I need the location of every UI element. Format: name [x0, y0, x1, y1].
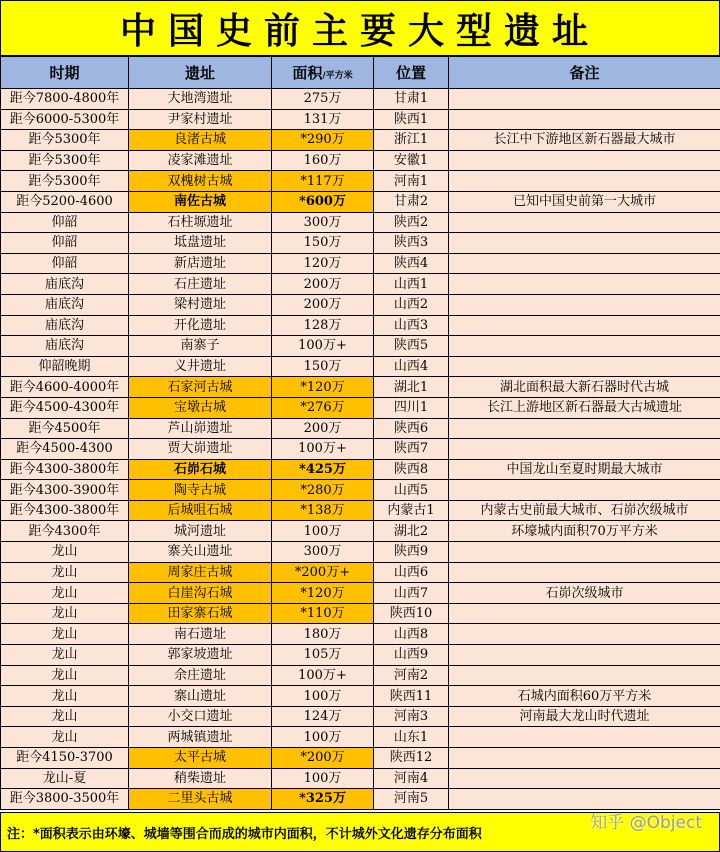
period-cell: 距今4300-3800年 — [1, 459, 129, 480]
site-cell: 两城镇遗址 — [129, 727, 272, 748]
area-cell: 131万 — [272, 109, 374, 130]
site-cell: 义井遗址 — [129, 356, 272, 377]
table-row — [1, 233, 720, 254]
table-row — [1, 150, 720, 171]
location-cell: 陕西2 — [374, 212, 449, 233]
period-cell: 龙山 — [1, 727, 129, 748]
location-cell: 河南4 — [374, 768, 449, 789]
table-row — [1, 583, 720, 604]
location-cell: 陕西12 — [374, 748, 449, 769]
site-cell: 二里头古城 — [129, 789, 272, 810]
header-row — [1, 57, 720, 89]
table-row — [1, 356, 720, 377]
site-cell: 坻盘遗址 — [129, 233, 272, 254]
page-title: 中国史前主要大型遗址 — [0, 0, 720, 56]
note-cell — [449, 356, 720, 377]
location-cell: 安徽1 — [374, 150, 449, 171]
note-cell — [449, 542, 720, 563]
site-cell: 田家寨石城 — [129, 603, 272, 624]
period-cell: 庙底沟 — [1, 274, 129, 295]
period-cell: 距今4500-4300 — [1, 439, 129, 460]
period-cell: 仰韶 — [1, 212, 129, 233]
area-cell: 120万 — [272, 253, 374, 274]
note-cell — [449, 253, 720, 274]
location-cell: 湖北1 — [374, 377, 449, 398]
site-cell: 寨关山遗址 — [129, 542, 272, 563]
period-cell: 龙山 — [1, 706, 129, 727]
area-cell: 105万 — [272, 645, 374, 666]
note-cell — [449, 418, 720, 439]
area-cell: *120万 — [272, 583, 374, 604]
site-cell: 开化遗址 — [129, 315, 272, 336]
location-cell: 山西7 — [374, 583, 449, 604]
table-row — [1, 727, 720, 748]
header-note: 备注 — [449, 57, 720, 89]
header-area-unit: /平方米 — [322, 71, 353, 81]
location-cell: 陕西11 — [374, 686, 449, 707]
period-cell: 距今7800-4800年 — [1, 89, 129, 110]
period-cell: 距今5300年 — [1, 130, 129, 151]
period-cell: 仰韶 — [1, 233, 129, 254]
location-cell: 甘肃2 — [374, 191, 449, 212]
note-cell — [449, 603, 720, 624]
note-cell — [449, 150, 720, 171]
location-cell: 河南3 — [374, 706, 449, 727]
location-cell: 河南1 — [374, 171, 449, 192]
area-cell: 200万 — [272, 294, 374, 315]
period-cell: 距今4500-4300年 — [1, 397, 129, 418]
note-cell: 湖北面积最大新石器时代古城 — [449, 377, 720, 398]
location-cell: 河南2 — [374, 665, 449, 686]
note-cell — [449, 645, 720, 666]
site-cell: 南石遗址 — [129, 624, 272, 645]
area-cell: *200万 — [272, 748, 374, 769]
site-cell: 凌家滩遗址 — [129, 150, 272, 171]
location-cell: 山西1 — [374, 274, 449, 295]
area-cell: *425万 — [272, 459, 374, 480]
period-cell: 距今5300年 — [1, 171, 129, 192]
period-cell: 距今3800-3500年 — [1, 789, 129, 810]
table-row — [1, 315, 720, 336]
area-cell: *325万 — [272, 789, 374, 810]
period-cell: 龙山 — [1, 603, 129, 624]
period-cell: 龙山 — [1, 665, 129, 686]
period-cell: 龙山 — [1, 624, 129, 645]
area-cell: 180万 — [272, 624, 374, 645]
header-site: 遗址 — [129, 57, 272, 89]
site-cell: 余庄遗址 — [129, 665, 272, 686]
area-cell: 150万 — [272, 356, 374, 377]
table-row — [1, 377, 720, 398]
table-row — [1, 624, 720, 645]
table-row — [1, 397, 720, 418]
table-row — [1, 171, 720, 192]
table-row — [1, 418, 720, 439]
location-cell: 山东1 — [374, 727, 449, 748]
area-cell: *110万 — [272, 603, 374, 624]
sites-table — [0, 56, 720, 810]
site-cell: 尹家村遗址 — [129, 109, 272, 130]
site-cell: 石家河古城 — [129, 377, 272, 398]
site-cell: 后城咀石城 — [129, 500, 272, 521]
table-row — [1, 665, 720, 686]
location-cell: 山西2 — [374, 294, 449, 315]
area-cell: 100万 — [272, 686, 374, 707]
period-cell: 庙底沟 — [1, 336, 129, 357]
note-cell — [449, 768, 720, 789]
note-cell: 石城内面积60万平方米 — [449, 686, 720, 707]
table-row — [1, 89, 720, 110]
note-cell — [449, 562, 720, 583]
table-row — [1, 562, 720, 583]
site-cell: 石峁石城 — [129, 459, 272, 480]
table-row — [1, 645, 720, 666]
note-cell: 内蒙古史前最大城市、石峁次级城市 — [449, 500, 720, 521]
period-cell: 距今6000-5300年 — [1, 109, 129, 130]
site-cell: 梁村遗址 — [129, 294, 272, 315]
area-cell: *120万 — [272, 377, 374, 398]
period-cell: 庙底沟 — [1, 315, 129, 336]
header-area-label: 面积 — [292, 64, 323, 82]
period-cell: 仰韶晚期 — [1, 356, 129, 377]
note-cell — [449, 789, 720, 810]
period-cell: 龙山 — [1, 686, 129, 707]
site-cell: 小交口遗址 — [129, 706, 272, 727]
note-cell: 河南最大龙山时代遗址 — [449, 706, 720, 727]
note-cell — [449, 233, 720, 254]
table-row — [1, 748, 720, 769]
footnote: 注：*面积表示由环壕、城墙等围合而成的城市内面积，不计城外文化遗存分布面积 — [0, 812, 720, 852]
location-cell: 山西6 — [374, 562, 449, 583]
note-cell — [449, 89, 720, 110]
location-cell: 甘肃1 — [374, 89, 449, 110]
area-cell: 100万 — [272, 521, 374, 542]
area-cell: 100万+ — [272, 665, 374, 686]
table-row — [1, 294, 720, 315]
area-cell: 150万 — [272, 233, 374, 254]
table-row — [1, 686, 720, 707]
location-cell: 陕西7 — [374, 439, 449, 460]
site-cell: 芦山峁遗址 — [129, 418, 272, 439]
period-cell: 距今4300年 — [1, 521, 129, 542]
location-cell: 陕西1 — [374, 109, 449, 130]
location-cell: 浙江1 — [374, 130, 449, 151]
period-cell: 龙山 — [1, 583, 129, 604]
area-cell: *290万 — [272, 130, 374, 151]
period-cell: 距今5300年 — [1, 150, 129, 171]
location-cell: 陕西5 — [374, 336, 449, 357]
table-row — [1, 253, 720, 274]
area-cell: 124万 — [272, 706, 374, 727]
site-cell: 南寨子 — [129, 336, 272, 357]
note-cell — [449, 624, 720, 645]
note-cell — [449, 171, 720, 192]
location-cell: 山西5 — [374, 480, 449, 501]
note-cell: 长江上游地区新石器最大古城遗址 — [449, 397, 720, 418]
area-cell: *138万 — [272, 500, 374, 521]
location-cell: 山西4 — [374, 356, 449, 377]
table-row — [1, 603, 720, 624]
table-body — [1, 89, 720, 810]
area-cell: 160万 — [272, 150, 374, 171]
location-cell: 陕西8 — [374, 459, 449, 480]
period-cell: 龙山 — [1, 542, 129, 563]
table-row — [1, 500, 720, 521]
table-row — [1, 521, 720, 542]
period-cell: 龙山-夏 — [1, 768, 129, 789]
site-cell: 白崖沟石城 — [129, 583, 272, 604]
area-cell: 100万+ — [272, 439, 374, 460]
area-cell: 100万+ — [272, 336, 374, 357]
area-cell: *600万 — [272, 191, 374, 212]
note-cell — [449, 727, 720, 748]
location-cell: 陕西6 — [374, 418, 449, 439]
site-cell: 太平古城 — [129, 748, 272, 769]
area-cell: 100万 — [272, 727, 374, 748]
site-cell: 良渚古城 — [129, 130, 272, 151]
table-row — [1, 130, 720, 151]
period-cell: 距今5200-4600 — [1, 191, 129, 212]
table-row — [1, 480, 720, 501]
area-cell: 100万 — [272, 768, 374, 789]
note-cell — [449, 315, 720, 336]
location-cell: 山西3 — [374, 315, 449, 336]
site-cell: 南佐古城 — [129, 191, 272, 212]
location-cell: 陕西9 — [374, 542, 449, 563]
note-cell: 已知中国史前第一大城市 — [449, 191, 720, 212]
period-cell: 距今4300-3900年 — [1, 480, 129, 501]
note-cell: 环壕城内面积70万平方米 — [449, 521, 720, 542]
header-area — [272, 57, 374, 89]
area-cell: 275万 — [272, 89, 374, 110]
location-cell: 山西8 — [374, 624, 449, 645]
table-row — [1, 789, 720, 810]
period-cell: 距今4300-3800年 — [1, 500, 129, 521]
site-cell: 大地湾遗址 — [129, 89, 272, 110]
table-row — [1, 274, 720, 295]
note-cell — [449, 439, 720, 460]
location-cell: 陕西10 — [374, 603, 449, 624]
area-cell: 300万 — [272, 542, 374, 563]
area-cell: 200万 — [272, 418, 374, 439]
note-cell — [449, 212, 720, 233]
area-cell: *200万+ — [272, 562, 374, 583]
note-cell — [449, 336, 720, 357]
note-cell — [449, 748, 720, 769]
site-cell: 郭家坡遗址 — [129, 645, 272, 666]
note-cell — [449, 274, 720, 295]
site-cell: 城河遗址 — [129, 521, 272, 542]
period-cell: 仰韶 — [1, 253, 129, 274]
note-cell — [449, 109, 720, 130]
note-cell: 中国龙山至夏时期最大城市 — [449, 459, 720, 480]
location-cell: 四川1 — [374, 397, 449, 418]
site-cell: 寨山遗址 — [129, 686, 272, 707]
site-cell: 双槐树古城 — [129, 171, 272, 192]
site-cell: 陶寺古城 — [129, 480, 272, 501]
note-cell — [449, 480, 720, 501]
header-period: 时期 — [1, 57, 129, 89]
table-row — [1, 459, 720, 480]
note-cell — [449, 665, 720, 686]
area-cell: *280万 — [272, 480, 374, 501]
table-row — [1, 191, 720, 212]
location-cell: 内蒙古1 — [374, 500, 449, 521]
table-row — [1, 212, 720, 233]
location-cell: 陕西3 — [374, 233, 449, 254]
note-cell: 石峁次级城市 — [449, 583, 720, 604]
watermark: 知乎 @Object — [590, 813, 702, 833]
area-cell: 300万 — [272, 212, 374, 233]
table-row — [1, 109, 720, 130]
site-cell: 宝墩古城 — [129, 397, 272, 418]
note-cell — [449, 294, 720, 315]
location-cell: 陕西4 — [374, 253, 449, 274]
area-cell: *117万 — [272, 171, 374, 192]
location-cell: 山西9 — [374, 645, 449, 666]
table-row — [1, 768, 720, 789]
site-cell: 石庄遗址 — [129, 274, 272, 295]
site-cell: 石柱塬遗址 — [129, 212, 272, 233]
period-cell: 距今4500年 — [1, 418, 129, 439]
area-cell: 200万 — [272, 274, 374, 295]
location-cell: 河南5 — [374, 789, 449, 810]
area-cell: 128万 — [272, 315, 374, 336]
period-cell: 龙山 — [1, 562, 129, 583]
site-cell: 新店遗址 — [129, 253, 272, 274]
period-cell: 距今4150-3700 — [1, 748, 129, 769]
table-row — [1, 336, 720, 357]
period-cell: 龙山 — [1, 645, 129, 666]
site-cell: 周家庄古城 — [129, 562, 272, 583]
area-cell: *276万 — [272, 397, 374, 418]
note-cell: 长江中下游地区新石器最大城市 — [449, 130, 720, 151]
table-row — [1, 439, 720, 460]
site-cell: 稍柴遗址 — [129, 768, 272, 789]
site-cell: 贾大峁遗址 — [129, 439, 272, 460]
location-cell: 湖北2 — [374, 521, 449, 542]
table-row — [1, 706, 720, 727]
period-cell: 距今4600-4000年 — [1, 377, 129, 398]
header-location: 位置 — [374, 57, 449, 89]
period-cell: 庙底沟 — [1, 294, 129, 315]
table-row — [1, 542, 720, 563]
